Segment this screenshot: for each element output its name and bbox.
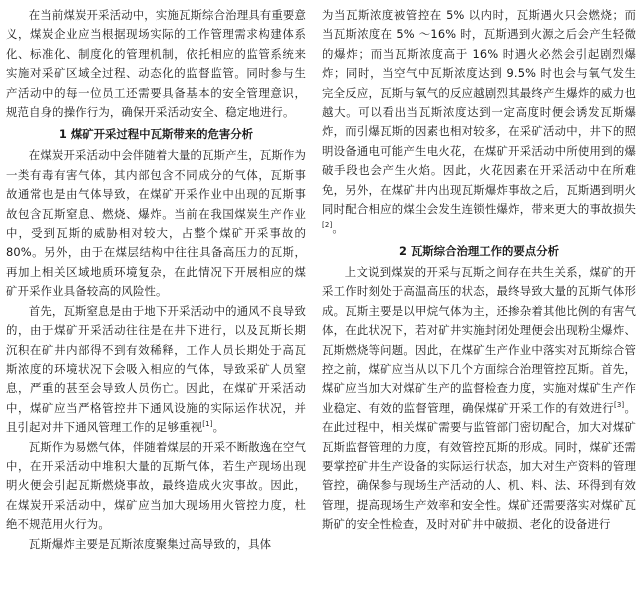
citation-2: [2] [322,221,333,230]
section-heading-1: 1 煤矿开采过程中瓦斯带来的危害分析 [58,127,254,142]
section-heading-2: 2 瓦斯综合治理工作的要点分析 [399,243,559,258]
paragraph-explosion-continued [322,6,636,239]
paragraph-explosion-start: 瓦斯爆炸主要是瓦斯浓度聚集过高导致的，具体 [28,536,272,551]
paragraph-governance-rest: 。在此过程中，相关煤矿需要与监管部门密切配合，加大对煤矿瓦斯监督管理的力度，有效管控瓦斯的形成。同时，煤矿还需要掌控矿井生产设备的实际运行状态，加大对生产资料的管理管控，确保参与现场生产活动的人、机、料、法、环得到有效管理，提高现场生产效率和安全性。煤矿还需要落实对煤矿瓦斯矿的安全性检查，及时对矿井中破损、老化的设备进行 [322,400,636,532]
paragraph-suffocation [6,302,306,438]
citation-3: [3] [613,400,625,409]
paragraph-combustion: 瓦斯作为易燃气体，伴随着煤层的开采不断散逸在空气中，在开采活动中堆积大量的瓦斯气体，若生产现场出现明火便会引起瓦斯燃烧事故，最终造成火灾事故。因此，在煤炭开采活动中，煤矿应当加大现场用火管控力度，杜绝不规范用火行为。 [6,439,306,532]
paragraph-governance [322,263,636,535]
left-column [6,6,306,554]
paragraph-suffocation-text: 首先，瓦斯窒息是由于地下开采活动中的通风不良导致的，由于煤矿开采活动往往是在井下进行，以及瓦斯长期沉积在矿井内部得不到有效稀释，工作人员长期处于高瓦斯浓度的环境状况下会吸入相应的气体，导致采矿人员窒息，严重的甚至会导致人员伤亡。因此，在煤矿开采活动中，煤矿应当严格管控井下通风设施的实际运作状况，并且引起对井下通风管理工作的足够重视 [6,303,306,435]
paragraph-governance-text: 上文说到煤炭的开采与瓦斯之间存在共生关系，煤矿的开采工作时刻处于高温高压的状态，最终导致大量的瓦斯气体形成。瓦斯主要是以甲烷气体为主，还掺杂着其他比例的有害气体，在此状况下，若对矿井实施封闭处理便会出现粉尘爆炸、瓦斯燃烧等问题。因此，在煤矿生产作业中落实对瓦斯综合管控之前，煤矿应当从以下几个方面综合治理管控瓦斯。首先，煤矿应当加大对煤矿生产的监督检查力度，实施对煤矿生产作业稳定、有效的监督管理，确保煤矿开采工作的有效进行 [322,264,636,415]
paragraph-suffocation-end: 。 [212,420,225,435]
paragraph-hazard-overview: 在煤炭开采活动中会伴随着大量的瓦斯产生，瓦斯作为一类有毒有害气体，其内部包含不同成分的气体，瓦斯事故通常也是由气体导致，在煤矿开采作业中出现的瓦斯事故包含瓦斯窒息、燃烧、爆炸。当前在我国煤炭生产作业中，受到瓦斯的威胁相对较大，占整个煤矿开采事故的 80%。另外，由于在煤层结构中往往具备高压力的瓦斯，再加上相关区域地质环境复杂，在此情况下开展相应的煤矿开采作业具备较高的风险性。 [6,148,306,299]
paragraph-explosion-text: 为当瓦斯浓度被管控在 5% 以内时，瓦斯遇火只会燃烧；而当瓦斯浓度在 5% ～16% 时，瓦斯遇到火源之后会产生轻微的爆炸；而当瓦斯浓度高于 16% 时遇火必然会引起剧烈爆炸；同时，当空气中瓦斯浓度达到 9.5% 时也会与氧气发生完全反应，瓦斯与氧气的反应越剧烈其最终产生爆炸的威力也越大。可以看出当瓦斯浓度达到一定高度时便会诱发瓦斯爆炸，而引爆瓦斯的因素也相对较多，在采矿活动中，井下的照明设备通电可能产生电火花，在煤矿开采活动中所使用到的爆破手段也会产生火焰。因此，火花因素在开采活动中在所难免，另外，在煤矿井内出现瓦斯爆炸事故之后，瓦斯遇到明火同时配合相应的煤尘会发生连锁性爆炸，带来更大的事故损失 [322,8,636,217]
citation-1: [1] [202,420,213,429]
paragraph-explosion-end: 。 [332,221,344,236]
paragraph-intro: 在当前煤炭开采活动中，实施瓦斯综合治理具有重要意义，煤炭企业应当根据现场实际的工作管理需求构建体系化、标准化、制度化的管理机制，依托相应的监管系统来实施对采矿区域全过程、动态化的监督监管。同时参与生产活动中的每一位员工还需要具备基本的安全管理意识，规范自身的操作行为，确保开采活动安全、稳定地进行。 [6,8,306,120]
right-column [322,6,636,535]
